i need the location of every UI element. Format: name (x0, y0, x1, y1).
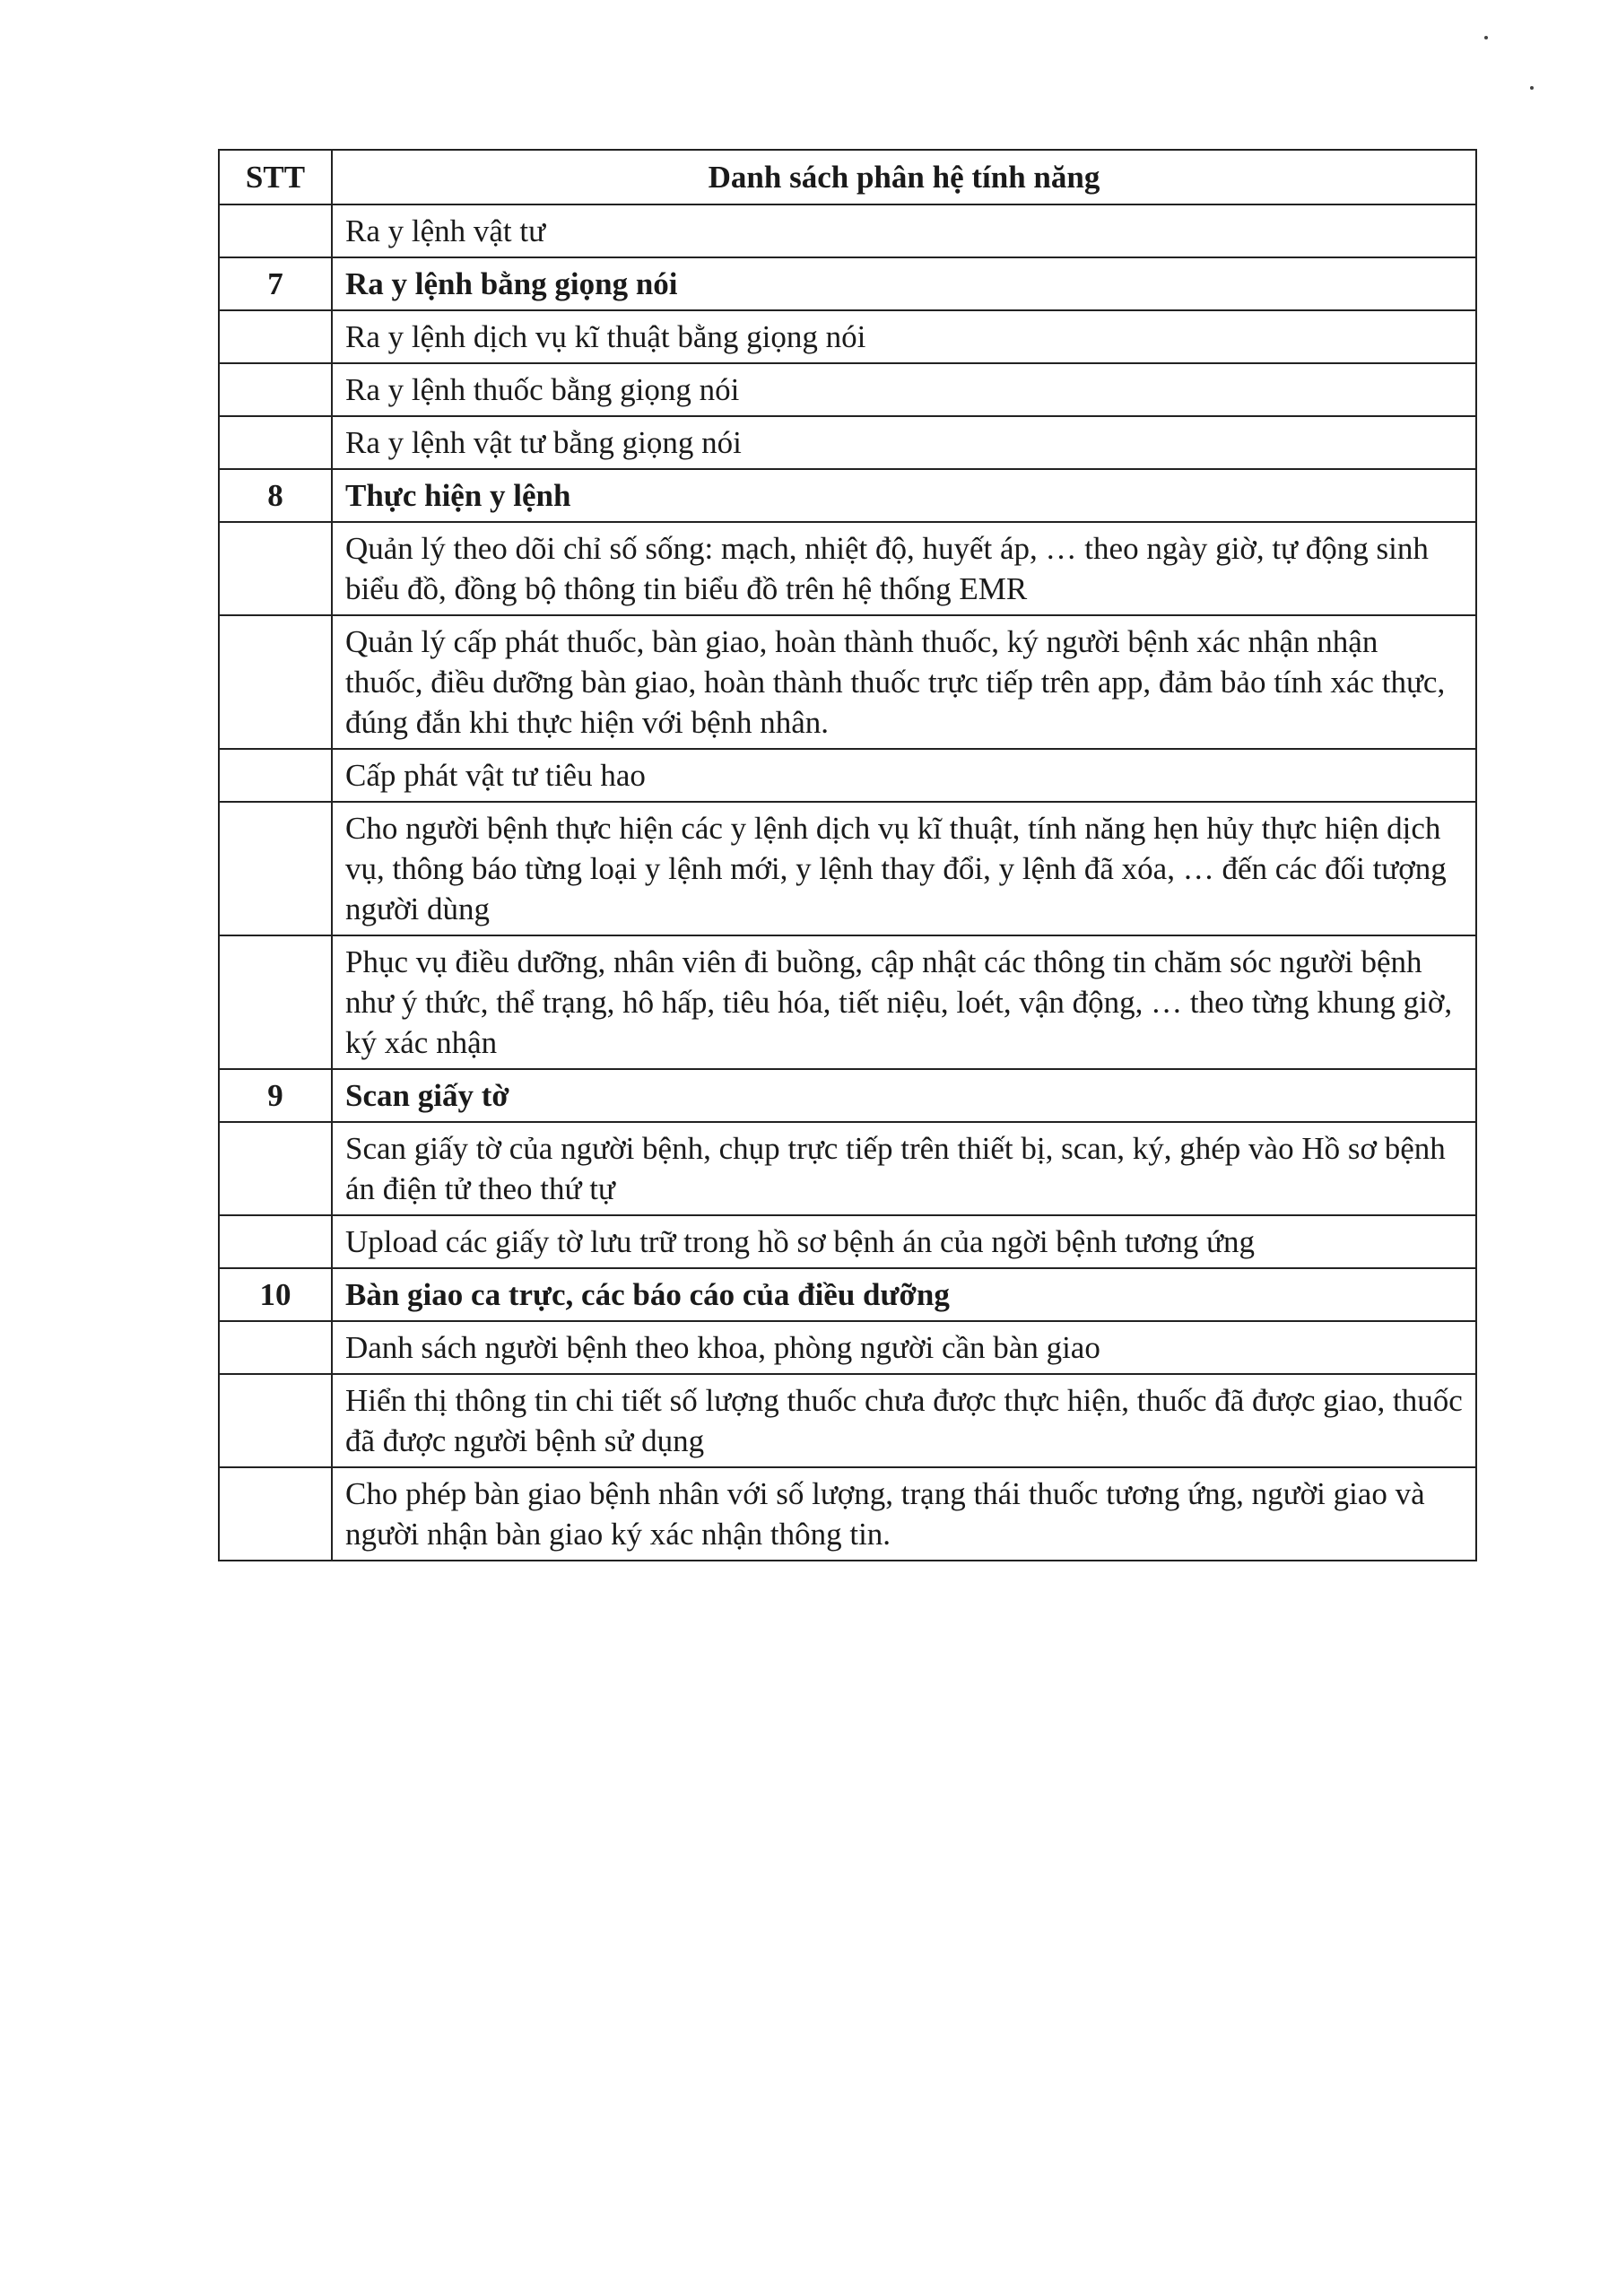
row-stt-cell (219, 1215, 332, 1268)
group-title-cell: Bàn giao ca trực, các báo cáo của điều dưỡng (332, 1268, 1476, 1321)
feature-description-cell: Ra y lệnh dịch vụ kĩ thuật bằng giọng nói (332, 310, 1476, 363)
table-header-row (219, 150, 1476, 204)
group-title-cell: Scan giấy tờ (332, 1069, 1476, 1122)
table-row (219, 935, 1476, 1069)
group-title-cell: Ra y lệnh bằng giọng nói (332, 257, 1476, 310)
feature-description-cell: Quản lý cấp phát thuốc, bàn giao, hoàn thành thuốc, ký người bệnh xác nhận nhận thuốc, điều dưỡng bàn giao, hoàn thành thuốc trực tiếp trên app, đảm bảo tính xác thực, đúng đắn khi thực hiện với bệnh nhân. (332, 615, 1476, 749)
table-row (219, 310, 1476, 363)
table-group-row (219, 1069, 1476, 1122)
row-stt-cell (219, 1374, 332, 1467)
header-stt: STT (219, 150, 332, 204)
row-stt-cell: 9 (219, 1069, 332, 1122)
scan-speck (1484, 36, 1488, 39)
table-group-row (219, 469, 1476, 522)
table-row (219, 1374, 1476, 1467)
table-row (219, 416, 1476, 469)
group-title-cell: Thực hiện y lệnh (332, 469, 1476, 522)
row-stt-cell (219, 615, 332, 749)
table-row (219, 1467, 1476, 1561)
feature-description-cell: Cho người bệnh thực hiện các y lệnh dịch vụ kĩ thuật, tính năng hẹn hủy thực hiện dịch vụ, thông báo từng loại y lệnh mới, y lệnh thay đổi, y lệnh đã xóa, … đến các đối tượng người dùng (332, 802, 1476, 935)
feature-list-table (218, 149, 1477, 1561)
header-feature-list: Danh sách phân hệ tính năng (332, 150, 1476, 204)
feature-description-cell: Upload các giấy tờ lưu trữ trong hồ sơ bệnh án của ngời bệnh tương ứng (332, 1215, 1476, 1268)
table-body (219, 204, 1476, 1561)
row-stt-cell (219, 310, 332, 363)
row-stt-cell (219, 204, 332, 257)
table-row (219, 522, 1476, 615)
feature-description-cell: Ra y lệnh thuốc bằng giọng nói (332, 363, 1476, 416)
row-stt-cell (219, 522, 332, 615)
feature-description-cell: Cấp phát vật tư tiêu hao (332, 749, 1476, 802)
table-row (219, 1215, 1476, 1268)
feature-description-cell: Danh sách người bệnh theo khoa, phòng người cần bàn giao (332, 1321, 1476, 1374)
row-stt-cell (219, 416, 332, 469)
feature-description-cell: Ra y lệnh vật tư (332, 204, 1476, 257)
table-row (219, 615, 1476, 749)
row-stt-cell (219, 802, 332, 935)
table-row (219, 1321, 1476, 1374)
row-stt-cell: 10 (219, 1268, 332, 1321)
table-row (219, 204, 1476, 257)
row-stt-cell (219, 1122, 332, 1215)
row-stt-cell (219, 363, 332, 416)
row-stt-cell (219, 935, 332, 1069)
row-stt-cell (219, 749, 332, 802)
row-stt-cell (219, 1321, 332, 1374)
feature-description-cell: Hiển thị thông tin chi tiết số lượng thuốc chưa được thực hiện, thuốc đã được giao, thuốc đã được người bệnh sử dụng (332, 1374, 1476, 1467)
feature-description-cell: Phục vụ điều dưỡng, nhân viên đi buồng, cập nhật các thông tin chăm sóc người bệnh như ý thức, thể trạng, hô hấp, tiêu hóa, tiết niệu, loét, vận động, … theo từng khung giờ, ký xác nhận (332, 935, 1476, 1069)
row-stt-cell (219, 1467, 332, 1561)
feature-description-cell: Quản lý theo dõi chỉ số sống: mạch, nhiệt độ, huyết áp, … theo ngày giờ, tự động sinh biểu đồ, đồng bộ thông tin biểu đồ trên hệ thống EMR (332, 522, 1476, 615)
table-row (219, 363, 1476, 416)
row-stt-cell: 7 (219, 257, 332, 310)
table-row (219, 1122, 1476, 1215)
feature-description-cell: Cho phép bàn giao bệnh nhân với số lượng, trạng thái thuốc tương ứng, người giao và người nhận bàn giao ký xác nhận thông tin. (332, 1467, 1476, 1561)
scan-speck (1530, 86, 1534, 90)
table-row (219, 802, 1476, 935)
table-group-row (219, 1268, 1476, 1321)
feature-description-cell: Ra y lệnh vật tư bằng giọng nói (332, 416, 1476, 469)
table-group-row (219, 257, 1476, 310)
feature-description-cell: Scan giấy tờ của người bệnh, chụp trực tiếp trên thiết bị, scan, ký, ghép vào Hồ sơ bệnh án điện tử theo thứ tự (332, 1122, 1476, 1215)
row-stt-cell: 8 (219, 469, 332, 522)
table-row (219, 749, 1476, 802)
